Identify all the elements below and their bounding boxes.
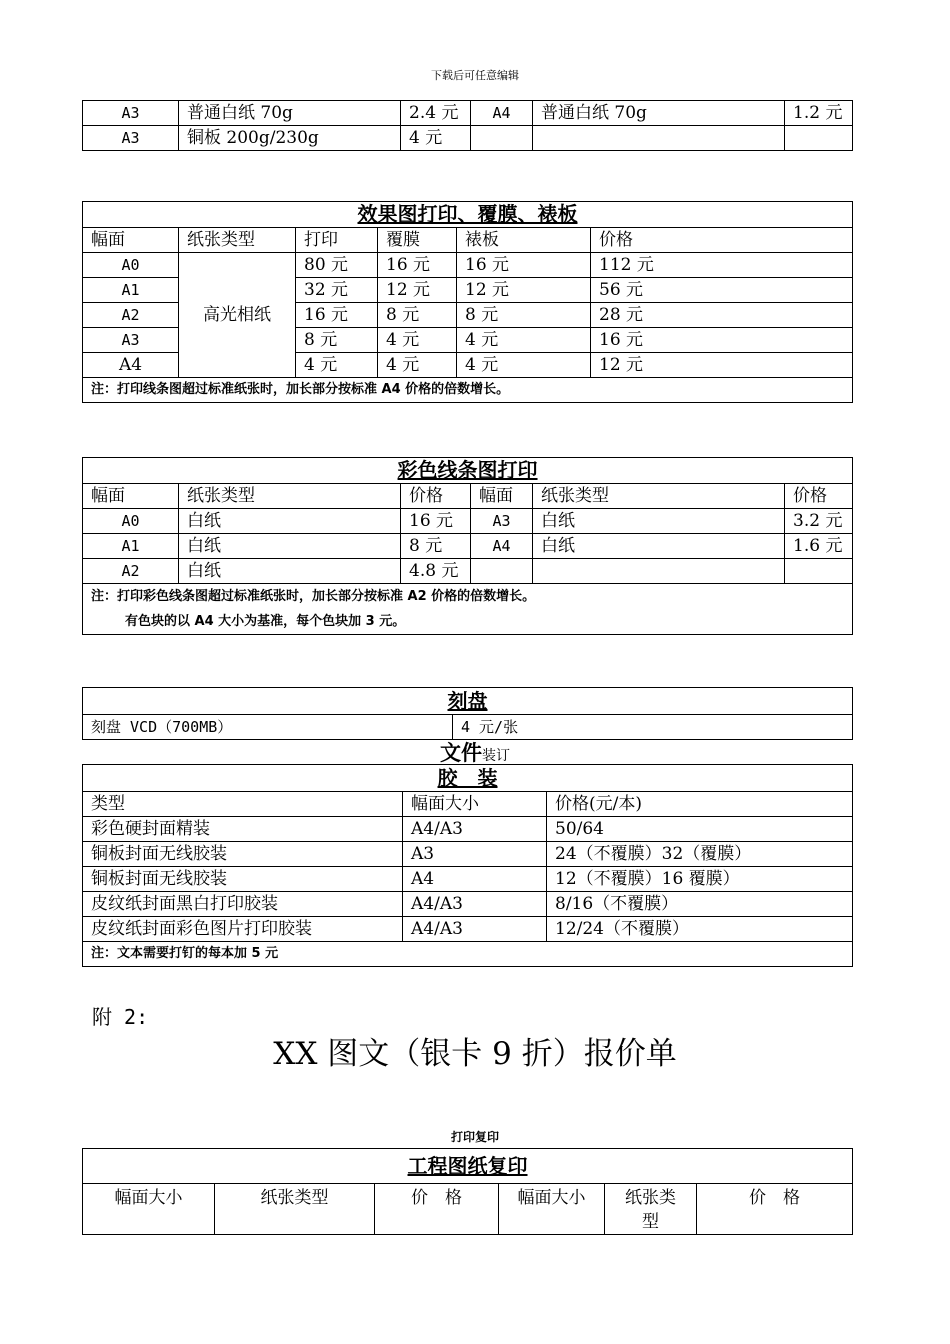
table-note (83, 584, 853, 635)
table-cell: 16 元 (457, 253, 591, 278)
page-header: 下载后可任意编辑 (431, 69, 519, 82)
column-header: 价格 (401, 484, 471, 509)
table-cell: 铜板 200g/230g (179, 126, 401, 151)
table-row (83, 892, 853, 917)
table-cell: 4 元 (457, 328, 591, 353)
table-row (83, 101, 853, 126)
table-header-row (83, 228, 853, 253)
column-header: 打印 (296, 228, 378, 253)
table-cell (785, 559, 853, 584)
table-cell: A0 (83, 253, 179, 278)
table-row (83, 817, 853, 842)
page-title: XX 图文（银卡 9 折）报价单 (273, 1036, 677, 1072)
table-cell: A3 (471, 509, 533, 534)
table-cell: 16 元 (401, 509, 471, 534)
table-cell: A3 (403, 842, 547, 867)
column-header: 价格(元/本) (547, 792, 853, 817)
binding-table (82, 764, 853, 967)
table-header-row (83, 792, 853, 817)
binding-heading-big: 文件 (440, 740, 482, 765)
column-header: 幅面大小 (403, 792, 547, 817)
table-cell: 16 元 (591, 328, 853, 353)
table-cell: 4 元/张 (453, 715, 853, 740)
table-cell: 铜板封面无线胶装 (83, 842, 403, 867)
binding-heading-small: 装订 (482, 748, 510, 764)
table-cell: 16 元 (378, 253, 457, 278)
column-header: 幅面大小 (499, 1184, 605, 1235)
column-header: 幅面 (83, 228, 179, 253)
column-header: 价格 (591, 228, 853, 253)
section-title: 胶 装 (83, 765, 853, 792)
column-header: 纸张类型 (179, 484, 401, 509)
table-row (83, 534, 853, 559)
engineering-copy-table (82, 1148, 853, 1235)
section-title: 效果图打印、覆膜、裱板 (83, 201, 853, 228)
top-price-table (82, 100, 853, 151)
table-cell: 刻盘 VCD（700MB） (83, 715, 453, 740)
column-header: 裱板 (457, 228, 591, 253)
table-cell: 4.8 元 (401, 559, 471, 584)
table-cell: A4 (83, 353, 179, 378)
table-cell: 3.2 元 (785, 509, 853, 534)
table-cell: 8 元 (401, 534, 471, 559)
table-row (83, 509, 853, 534)
table-cell: 8 元 (378, 303, 457, 328)
table-cell: 白纸 (179, 509, 401, 534)
table-cell: A4 (471, 101, 533, 126)
column-header: 幅面 (83, 484, 179, 509)
table-row (83, 842, 853, 867)
table-cell: A1 (83, 534, 179, 559)
table-cell: 白纸 (533, 509, 785, 534)
table-cell: A4/A3 (403, 817, 547, 842)
column-header: 价 格 (375, 1184, 499, 1235)
note-line: 有色块的以 A4 大小为基准，每个色块加 3 元。 (125, 614, 406, 629)
table-cell: 4 元 (296, 353, 378, 378)
table-cell (533, 126, 785, 151)
table-cell: 铜板封面无线胶装 (83, 867, 403, 892)
table-cell (471, 126, 533, 151)
section-title: 刻盘 (83, 688, 853, 715)
table-cell: 4 元 (457, 353, 591, 378)
table-cell: 12 元 (378, 278, 457, 303)
column-header: 纸张类型 (179, 228, 296, 253)
column-header: 价 格 (697, 1184, 853, 1235)
note-line: 注：打印彩色线条图超过标准纸张时，加长部分按标准 A2 价格的倍数增长。 (91, 589, 536, 604)
column-header: 覆膜 (378, 228, 457, 253)
table-row (83, 715, 853, 740)
table-cell: 普通白纸 70g (179, 101, 401, 126)
table-cell: 12（不覆膜）16 覆膜） (547, 867, 853, 892)
column-header: 幅面 (471, 484, 533, 509)
table-cell: 4 元 (401, 126, 471, 151)
table-row (83, 867, 853, 892)
table-cell: 1.6 元 (785, 534, 853, 559)
table-cell (471, 559, 533, 584)
column-header: 价格 (785, 484, 853, 509)
table-cell: A0 (83, 509, 179, 534)
table-cell (533, 559, 785, 584)
table-cell: A3 (83, 328, 179, 353)
column-header: 纸张类型 (533, 484, 785, 509)
table-cell: 112 元 (591, 253, 853, 278)
table-cell: 8 元 (296, 328, 378, 353)
table-row (83, 559, 853, 584)
table-cell: 4 元 (378, 328, 457, 353)
table-cell: 12 元 (591, 353, 853, 378)
table-cell: A4/A3 (403, 892, 547, 917)
table-cell: 2.4 元 (401, 101, 471, 126)
table-cell: 皮纹纸封面彩色图片打印胶装 (83, 917, 403, 942)
table-cell: A3 (83, 126, 179, 151)
table-cell (785, 126, 853, 151)
table-cell: 28 元 (591, 303, 853, 328)
column-header: 纸张类型 (215, 1184, 375, 1235)
table-cell: 普通白纸 70g (533, 101, 785, 126)
sub-caption: 打印复印 (450, 1130, 499, 1144)
section-title: 工程图纸复印 (83, 1149, 853, 1184)
table-cell: A2 (83, 303, 179, 328)
column-header: 类型 (83, 792, 403, 817)
table-row (83, 917, 853, 942)
table-header-row (83, 484, 853, 509)
table-cell: 白纸 (533, 534, 785, 559)
effect-print-table (82, 201, 853, 403)
column-header: 纸张类型 (605, 1184, 697, 1235)
column-header: 幅面大小 (83, 1184, 215, 1235)
burn-disc-table (82, 687, 853, 740)
table-cell: 12 元 (457, 278, 591, 303)
table-cell: A3 (83, 101, 179, 126)
table-cell: 8/16（不覆膜） (547, 892, 853, 917)
table-cell: 皮纹纸封面黑白打印胶装 (83, 892, 403, 917)
section-title: 彩色线条图打印 (83, 457, 853, 484)
table-note: 注：打印线条图超过标准纸张时，加长部分按标准 A4 价格的倍数增长。 (83, 378, 853, 403)
paper-type-cell: 高光相纸 (179, 253, 296, 378)
table-cell: 12/24（不覆膜） (547, 917, 853, 942)
appendix-label: 附 2: (92, 1005, 149, 1029)
table-cell: A2 (83, 559, 179, 584)
binding-heading (0, 737, 950, 767)
table-cell: 56 元 (591, 278, 853, 303)
table-cell: 8 元 (457, 303, 591, 328)
color-line-table (82, 457, 853, 635)
table-cell: 24（不覆膜）32（覆膜） (547, 842, 853, 867)
table-cell: 32 元 (296, 278, 378, 303)
table-cell: 50/64 (547, 817, 853, 842)
table-note: 注：文本需要打钉的每本加 5 元 (83, 942, 853, 967)
table-cell: 4 元 (378, 353, 457, 378)
table-cell: A4/A3 (403, 917, 547, 942)
table-cell: 白纸 (179, 534, 401, 559)
table-cell: 彩色硬封面精装 (83, 817, 403, 842)
table-cell: 16 元 (296, 303, 378, 328)
table-cell: 白纸 (179, 559, 401, 584)
table-row (83, 253, 853, 278)
table-cell: A4 (471, 534, 533, 559)
table-row (83, 126, 853, 151)
table-cell: A1 (83, 278, 179, 303)
table-header-row (83, 1184, 853, 1235)
table-cell: A4 (403, 867, 547, 892)
table-cell: 80 元 (296, 253, 378, 278)
table-cell: 1.2 元 (785, 101, 853, 126)
